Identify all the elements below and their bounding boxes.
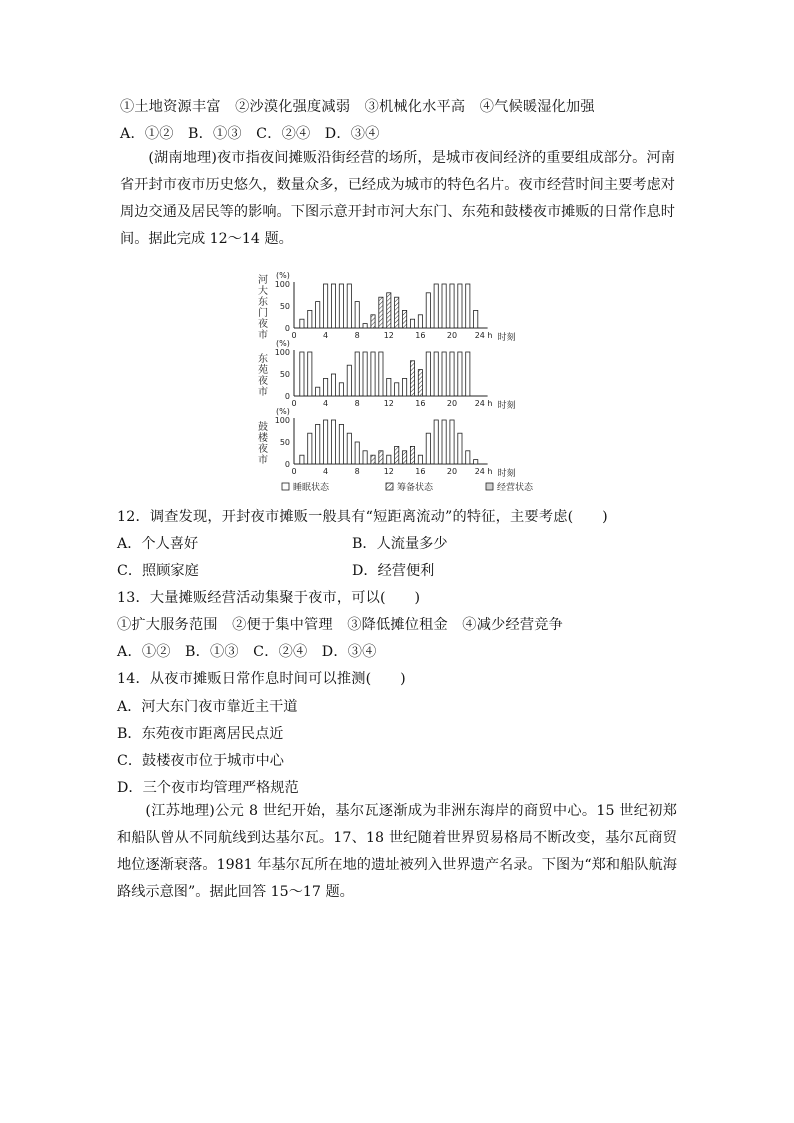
- bar-sleep: [458, 433, 462, 464]
- q11-statements: ①土地资源丰富 ②沙漠化强度减弱 ③机械化水平高 ④气候暖湿化加强: [120, 99, 595, 115]
- legend-swatch: [282, 483, 289, 490]
- bar-sleep: [363, 352, 367, 396]
- panel-name-char: 大: [258, 286, 268, 297]
- x-axis-label: 时刻: [497, 401, 516, 411]
- bar-sleep: [474, 310, 478, 328]
- bar-sleep: [339, 383, 343, 396]
- bar-sleep: [347, 284, 351, 328]
- panel-name-char: 市: [258, 330, 268, 341]
- q14-option-d: D．三个夜市均管理严格规范: [117, 780, 299, 796]
- q12-option-c: C．照顾家庭: [117, 563, 199, 579]
- x-axis-label: 时刻: [497, 469, 516, 479]
- y-unit-label: (%): [276, 339, 290, 348]
- bar-sleep: [426, 293, 430, 328]
- bar-sleep: [371, 352, 375, 396]
- x-tick-label: 8: [354, 331, 360, 340]
- bar-sleep: [434, 352, 438, 396]
- y-unit-label: (%): [276, 407, 290, 416]
- bar-sleep: [300, 319, 304, 328]
- y-tick-label: 50: [279, 302, 290, 311]
- y-tick-label: 100: [274, 416, 290, 425]
- x-tick-label: 0: [291, 331, 297, 340]
- bar-sleep: [316, 302, 320, 328]
- q13-statements: ①扩大服务范围 ②便于集中管理 ③降低摊位租金 ④减少经营竞争: [117, 617, 564, 633]
- legend-swatch: [386, 483, 393, 490]
- bar-prep: [410, 446, 414, 464]
- bar-sleep: [442, 420, 446, 464]
- bar-prep: [418, 370, 422, 396]
- y-tick-label: 50: [279, 370, 290, 379]
- panel-name-char: 市: [258, 455, 268, 466]
- bar-prep: [403, 451, 407, 464]
- bar-sleep: [316, 424, 320, 464]
- night-market-chart: [246, 268, 546, 504]
- bar-sleep: [316, 387, 320, 396]
- panel-name-char: 河: [258, 275, 268, 286]
- y-tick-label: 100: [274, 348, 290, 357]
- bar-sleep: [347, 365, 351, 396]
- bar-sleep: [434, 420, 438, 464]
- bar-sleep: [308, 352, 312, 396]
- legend-label: 筹备状态: [397, 483, 434, 493]
- bar-sleep: [308, 433, 312, 464]
- panel-name-char: 市: [258, 387, 268, 398]
- x-tick-label: 4: [323, 467, 329, 476]
- panel-name-char: 东: [258, 354, 268, 365]
- legend-swatch: [486, 483, 493, 490]
- bar-sleep: [331, 420, 335, 464]
- q14-option-a: A．河大东门夜市靠近主干道: [117, 699, 298, 715]
- y-tick-label: 0: [284, 460, 290, 469]
- bar-sleep: [324, 378, 328, 396]
- x-tick-label: 0: [291, 467, 297, 476]
- bar-sleep: [450, 352, 454, 396]
- x-tick-label: 20: [446, 331, 458, 340]
- bar-prep: [371, 455, 375, 464]
- bar-sleep: [339, 284, 343, 328]
- x-tick-label: 20: [446, 467, 458, 476]
- bar-sleep: [450, 284, 454, 328]
- x-tick-label: 4: [323, 399, 329, 408]
- bar-sleep: [466, 352, 470, 396]
- q11-options: A．①② B．①③ C．②④ D．③④: [120, 126, 380, 142]
- y-tick-label: 0: [284, 324, 290, 333]
- bar-sleep: [379, 352, 383, 396]
- chart-svg: [246, 268, 546, 504]
- bar-sleep: [308, 310, 312, 328]
- legend-label: 经营状态: [497, 483, 534, 493]
- bar-sleep: [466, 451, 470, 464]
- panel-name-char: 门: [258, 308, 268, 319]
- panel-name-char: 东: [258, 297, 268, 308]
- bar-sleep: [387, 378, 391, 396]
- bar-prep: [379, 297, 383, 328]
- bar-sleep: [426, 433, 430, 464]
- bar-sleep: [324, 420, 328, 464]
- bar-sleep: [387, 455, 391, 464]
- bar-sleep: [458, 352, 462, 396]
- bar-sleep: [450, 420, 454, 464]
- x-tick-label: 12: [383, 467, 394, 476]
- y-tick-label: 50: [279, 438, 290, 447]
- bar-sleep: [442, 284, 446, 328]
- x-tick-label: 0: [291, 399, 297, 408]
- bar-sleep: [395, 383, 399, 396]
- y-tick-label: 0: [284, 392, 290, 401]
- panel-name-char: 夜: [258, 444, 268, 455]
- x-tick-label: 8: [354, 399, 360, 408]
- bar-sleep: [426, 352, 430, 396]
- bar-prep: [371, 315, 375, 328]
- bar-sleep: [355, 442, 359, 464]
- x-tick-label: 16: [415, 467, 426, 476]
- legend-label: 睡眠状态: [293, 483, 330, 493]
- passage-kilwa: (江苏地理)公元 8 世纪开始，基尔瓦逐渐成为非洲东海岸的商贸中心。15 世纪初郑和船队曾从不同航线到达基尔瓦。17、18 世纪随着世界贸易格局不断改变，基尔瓦商贸地位逐渐衰落。1981 年基尔瓦所在地的遗址被列入世界遗产名录。下图为“郑和船队航海路线示意图”。据此回答 15～17 题。: [117, 803, 677, 900]
- bar-sleep: [300, 455, 304, 464]
- bar-prep: [379, 451, 383, 464]
- x-tick-label: 4: [323, 331, 329, 340]
- bar-sleep: [355, 352, 359, 396]
- x-tick-label: 24 h: [474, 467, 493, 476]
- x-tick-label: 24 h: [474, 399, 493, 408]
- q14-stem: 14．从夜市摊贩日常作息时间可以推测( ): [117, 671, 406, 687]
- bar-sleep: [458, 284, 462, 328]
- x-tick-label: 20: [446, 399, 458, 408]
- bar-sleep: [418, 315, 422, 328]
- bar-prep: [387, 293, 391, 328]
- panel-name-char: 夜: [258, 376, 268, 387]
- q12-option-d: D．经营便利: [352, 563, 435, 579]
- bar-sleep: [339, 424, 343, 464]
- y-tick-label: 100: [274, 280, 290, 289]
- x-tick-label: 16: [415, 331, 426, 340]
- bar-sleep: [363, 324, 367, 328]
- passage-night-market: (湖南地理)夜市指夜间摊贩沿街经营的场所，是城市夜间经济的重要组成部分。河南省开封市夜市历史悠久，数量众多，已经成为城市的特色名片。夜市经营时间主要考虑对周边交通及居民等的影响。下图示意开封市河大东门、东苑和鼓楼夜市摊贩的日常作息时间。据此完成 12～14 题。: [120, 150, 675, 247]
- x-tick-label: 12: [383, 399, 394, 408]
- x-tick-label: 24 h: [474, 331, 493, 340]
- panel-name-char: 夜: [258, 319, 268, 330]
- x-tick-label: 8: [354, 467, 360, 476]
- x-tick-label: 16: [415, 399, 426, 408]
- bar-sleep: [331, 284, 335, 328]
- bar-sleep: [331, 374, 335, 396]
- panel-name-char: 鼓: [258, 422, 268, 433]
- q12-option-a: A．个人喜好: [117, 536, 199, 552]
- panel-name-char: 苑: [258, 365, 268, 376]
- q14-option-c: C．鼓楼夜市位于城市中心: [117, 753, 284, 769]
- x-axis-label: 时刻: [497, 333, 516, 343]
- bar-sleep: [410, 319, 414, 328]
- bar-sleep: [403, 378, 407, 396]
- bar-sleep: [418, 455, 422, 464]
- bar-sleep: [347, 433, 351, 464]
- bar-sleep: [442, 352, 446, 396]
- bar-prep: [395, 446, 399, 464]
- bar-sleep: [474, 460, 478, 464]
- bar-prep: [410, 361, 414, 396]
- y-unit-label: (%): [276, 271, 290, 280]
- q13-stem: 13．大量摊贩经营活动集聚于夜市，可以( ): [117, 590, 421, 606]
- q13-options: A．①② B．①③ C．②④ D．③④: [117, 644, 377, 660]
- bar-sleep: [324, 284, 328, 328]
- x-tick-label: 12: [383, 331, 394, 340]
- bar-sleep: [466, 284, 470, 328]
- q12-option-b: B．人流量多少: [352, 536, 448, 552]
- bar-prep: [395, 297, 399, 328]
- bar-sleep: [355, 302, 359, 328]
- panel-name-char: 楼: [258, 433, 268, 444]
- bar-sleep: [434, 284, 438, 328]
- q12-stem: 12．调查发现，开封夜市摊贩一般具有“短距离流动”的特征，主要考虑( ): [117, 509, 608, 525]
- bar-prep: [403, 310, 407, 328]
- bar-sleep: [300, 352, 304, 396]
- q14-option-b: B．东苑夜市距离居民点近: [117, 726, 284, 742]
- bar-sleep: [363, 451, 367, 464]
